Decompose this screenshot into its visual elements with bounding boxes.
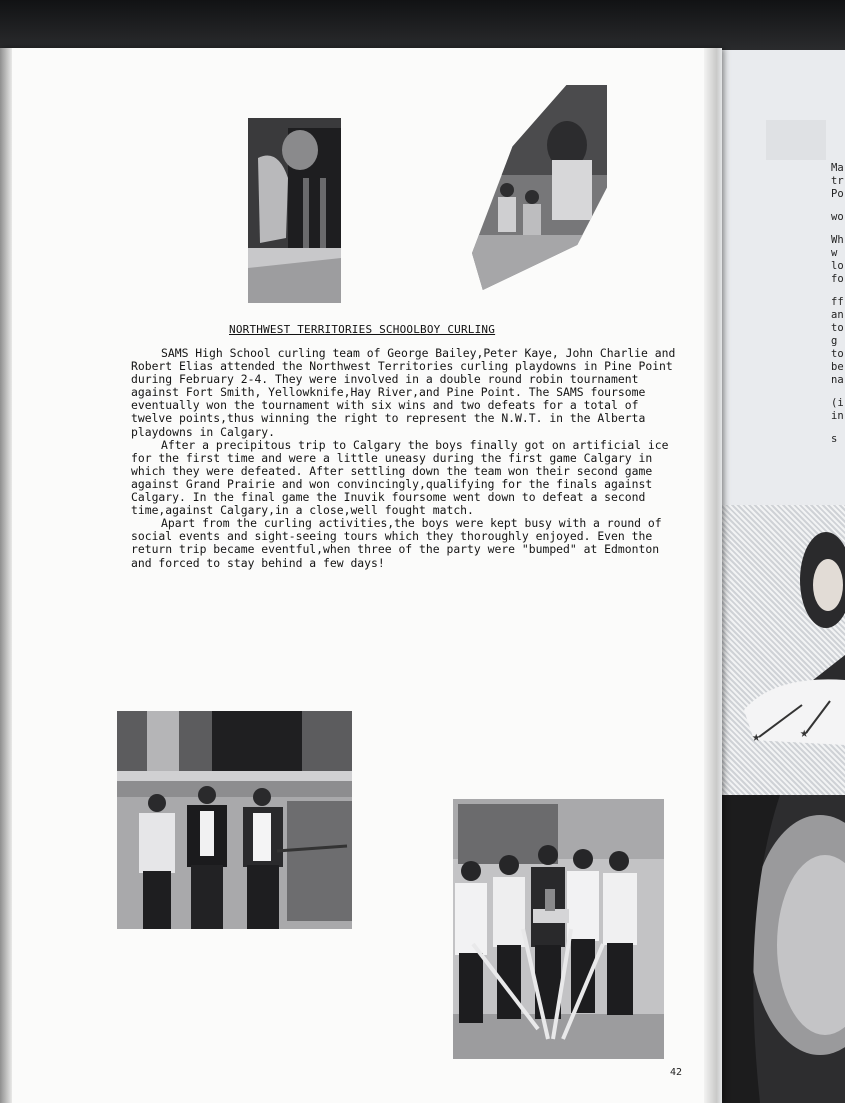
article-paragraph: After a precipitous trip to Calgary the boys finally got on artificial ice for the first time and were a little uneasy during the first game Calgary in which they were defeated. After settling down the team won their second game against Grand Prairie and won convincingly,qualifying for the finals against Calgary. In the final game the Inuvik foursome went down to defeat a second time,against Calgary,in a close,well fought match. <box>131 437 669 518</box>
page-left-edge <box>0 48 12 1103</box>
svg-text:★: ★ <box>800 725 809 741</box>
background-shadow <box>0 0 845 50</box>
article-paragraph: SAMS High School curling team of George Bailey,Peter Kaye, John Charlie and Robert Elias attended the Northwest Territories curling playdowns in Pine Point during February 2-4. They were involved in a double round robin tournament against Fort Smith, Yellowknife,Hay River,and Pine Point. The SAMS foursome eventually won the tournament with six wins and two defeats for a total of twelve points,thus winning the right to represent the N.W.T. in the Alberta playdowns in Calgary. <box>131 346 676 439</box>
article-paragraph: Apart from the curling activities,the boys were kept busy with a round of social events and sight-seeing tours which they thoroughly enjoyed. Even the return trip became eventful,when three of the party were "bumped" at Edmonton and forced to stay behind a few days! <box>131 516 662 570</box>
svg-text:★: ★ <box>752 729 761 745</box>
facing-page-dark-photo <box>720 795 845 1103</box>
facing-page-smudge <box>766 120 826 160</box>
facing-page <box>706 50 845 1103</box>
facing-page-portrait <box>714 505 845 805</box>
photo-curler-cutout <box>248 118 341 303</box>
book-gutter <box>704 48 722 1103</box>
facing-page-halftone-panel <box>714 505 845 805</box>
article-body <box>131 347 676 570</box>
article-headline: NORTHWEST TERRITORIES SCHOOLBOY CURLING <box>229 323 496 336</box>
page-number: 42 <box>670 1067 683 1078</box>
photo-team-outside-building <box>117 711 352 929</box>
photo-team-with-trophy <box>453 799 664 1059</box>
facing-page-text: Ma tr Po wo Wh w lo fo ff an to g to be na (i in s <box>831 162 844 445</box>
